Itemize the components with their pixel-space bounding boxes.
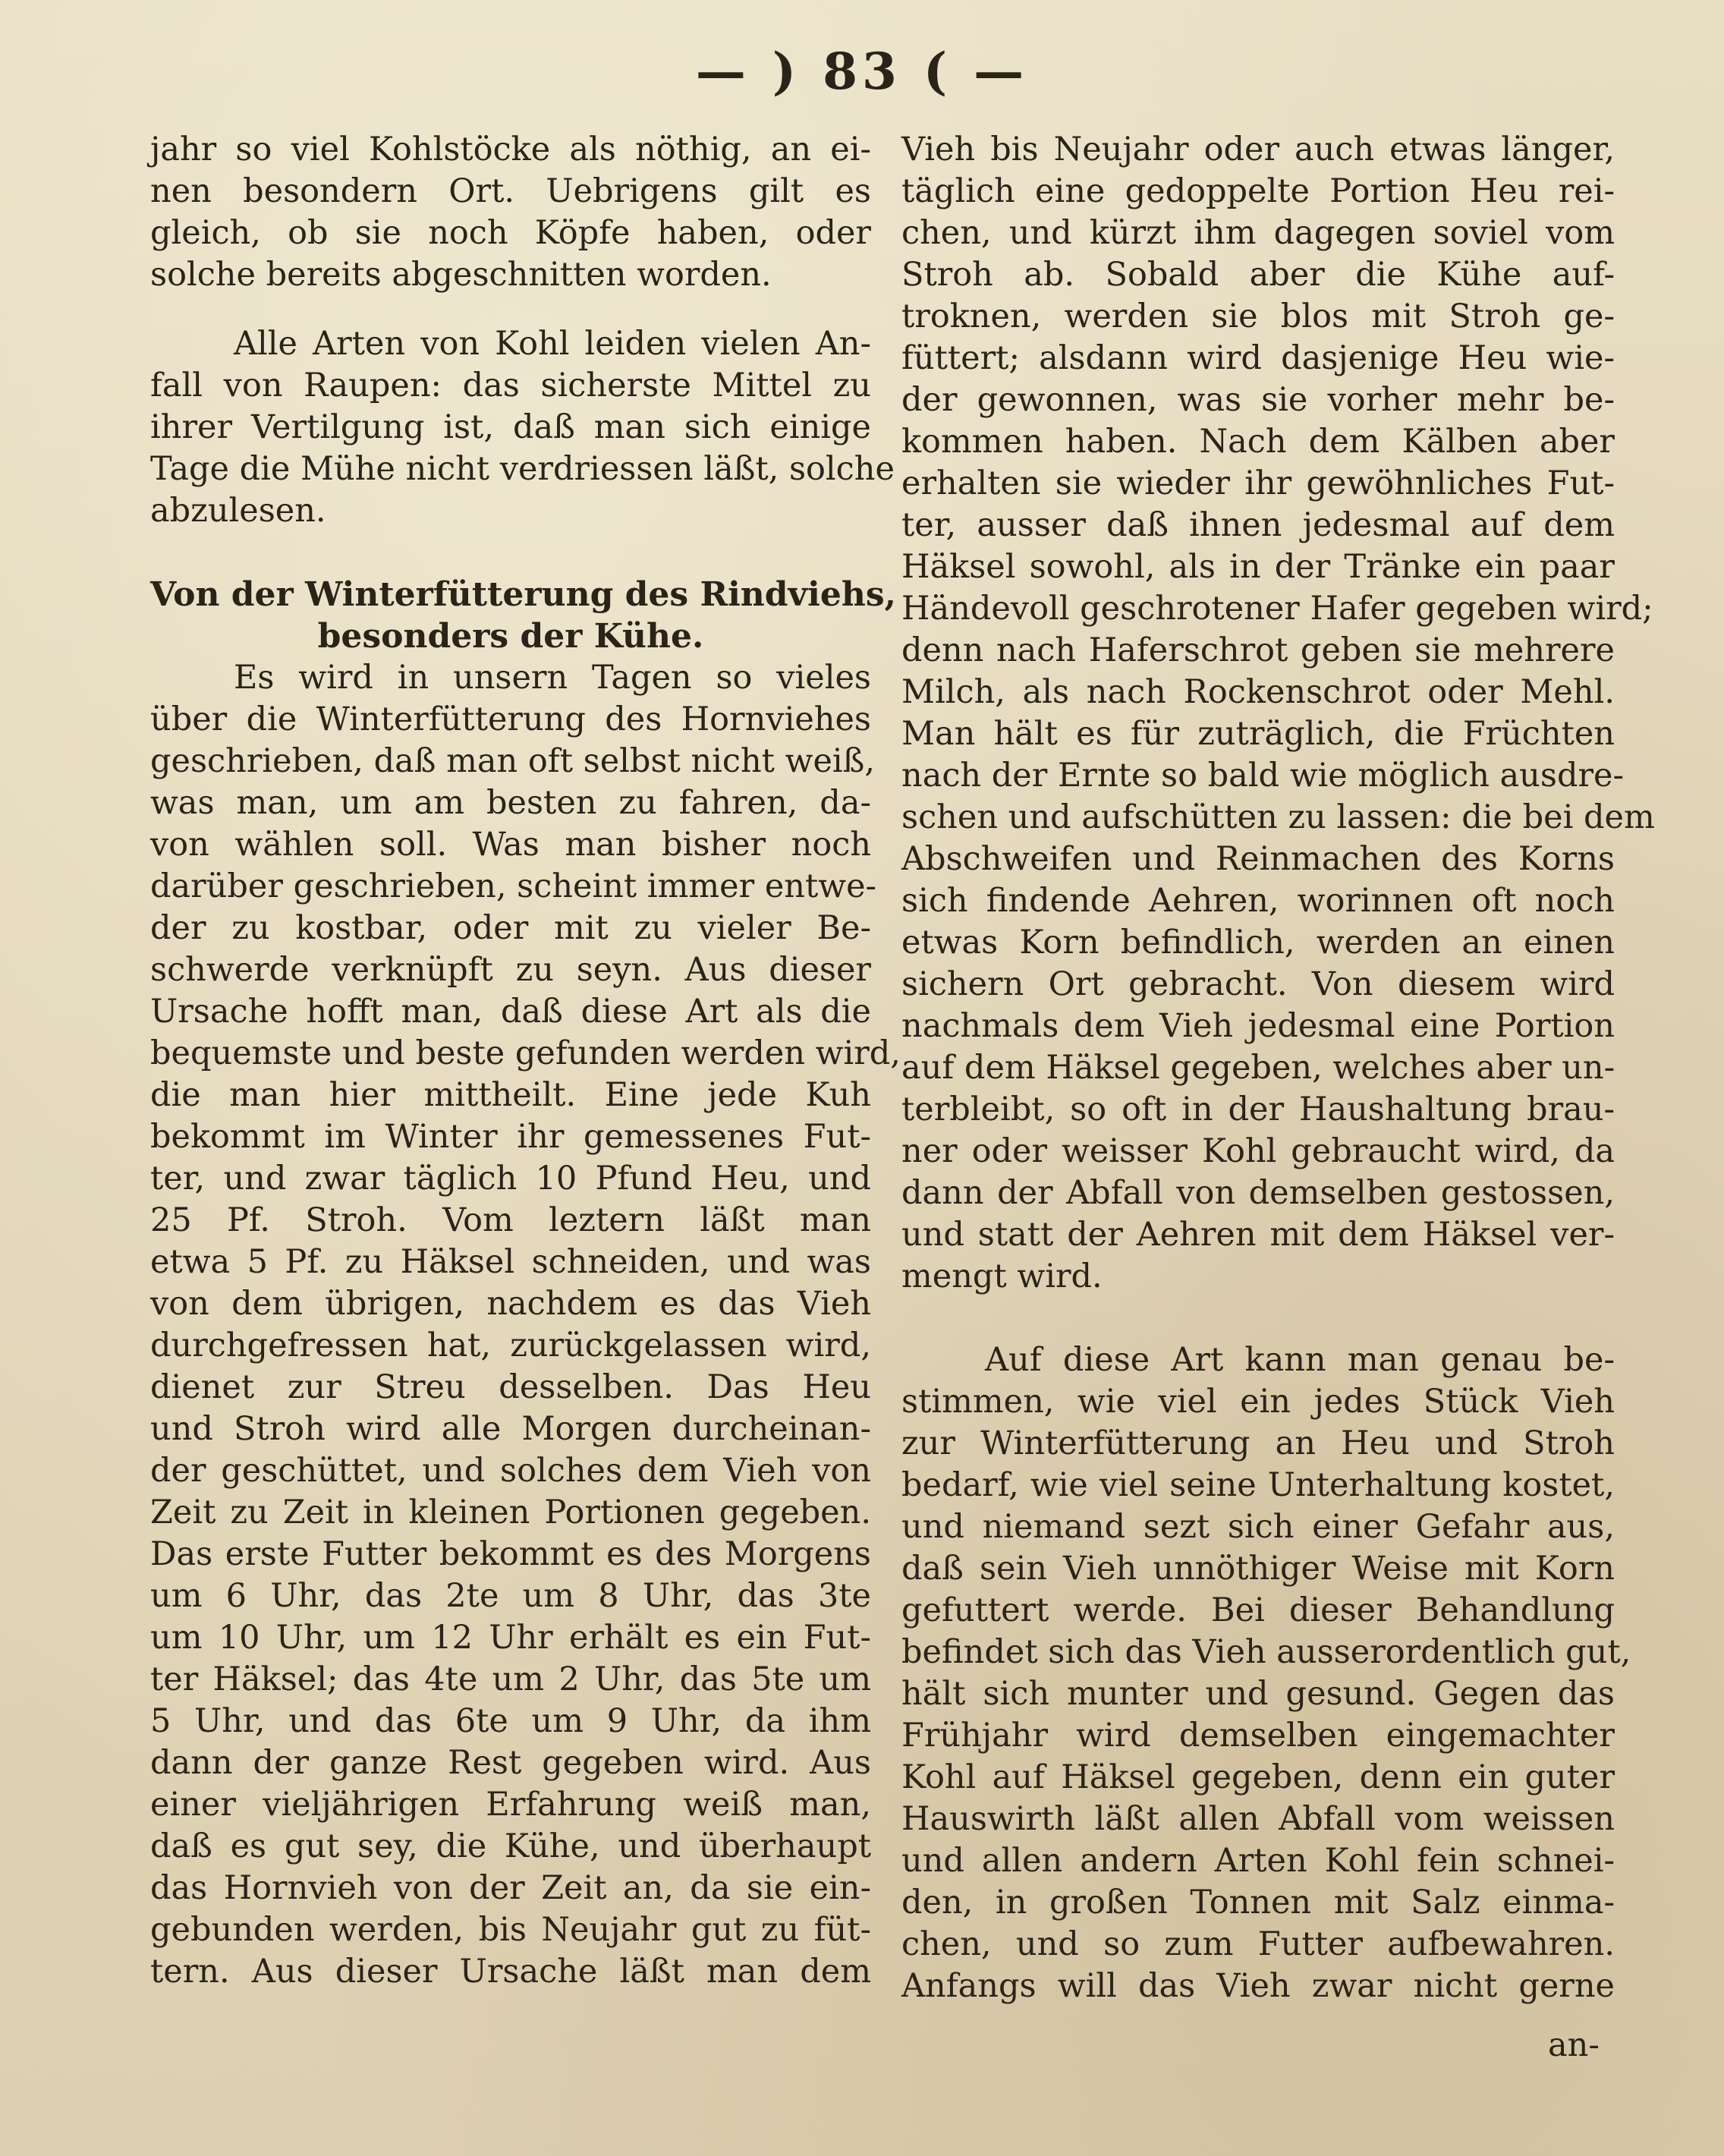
- text-line: etwa 5 Pf. zu Häksel schneiden, und was: [150, 1243, 871, 1281]
- text-line: chen, und so zum Futter aufbewahren.: [901, 1925, 1615, 1963]
- text-line: und niemand sezt sich einer Gefahr aus,: [901, 1508, 1615, 1546]
- text-line: schwerde verknüpft zu seyn. Aus dieser: [150, 951, 871, 989]
- text-line: ter Häksel; das 4te um 2 Uhr, das 5te um: [150, 1660, 871, 1698]
- text-line: der gewonnen, was sie vorher mehr be-: [901, 381, 1615, 419]
- text-line: denn nach Haferschrot geben sie mehrere: [901, 631, 1615, 669]
- text-line: Milch, als nach Rockenschrot oder Mehl.: [901, 673, 1615, 711]
- text-line: um 6 Uhr, das 2te um 8 Uhr, das 3te: [150, 1577, 871, 1615]
- right-column: [901, 129, 1655, 2007]
- text-line: daß es gut sey, die Kühe, und überhaupt: [150, 1827, 871, 1865]
- text-line: die man hier mittheilt. Eine jede Kuh: [150, 1076, 871, 1114]
- text-line: Auf diese Art kann man genau be-: [985, 1341, 1615, 1379]
- text-line: von wählen soll. Was man bisher noch: [150, 826, 871, 864]
- text-line: und Stroh wird alle Morgen durcheinan-: [150, 1410, 871, 1448]
- text-line: zur Winterfütterung an Heu und Stroh: [901, 1424, 1615, 1462]
- text-line: über die Winterfütterung des Hornviehes: [150, 700, 871, 738]
- text-line: schen und aufschütten zu lassen: die bei dem: [901, 798, 1655, 836]
- text-line: Häksel sowohl, als in der Tränke ein paar: [901, 548, 1615, 586]
- text-line: ner oder weisser Kohl gebraucht wird, da: [901, 1132, 1615, 1170]
- text-line: Vieh bis Neujahr oder auch etwas länger,: [901, 131, 1615, 168]
- text-line: Frühjahr wird demselben eingemachter: [901, 1717, 1615, 1755]
- text-line: bequemste und beste gefunden werden wird,: [150, 1034, 901, 1072]
- text-line: mengt wird.: [901, 1257, 1103, 1295]
- text-line: terbleibt, so oft in der Haushaltung brau-: [901, 1091, 1615, 1128]
- text-line: Tage die Mühe nicht verdriessen läßt, solche: [150, 450, 895, 488]
- text-line: Anfangs will das Vieh zwar nicht gerne: [901, 1967, 1615, 2005]
- text-line: ter, ausser daß ihnen jedesmal auf dem: [901, 506, 1615, 544]
- text-line: der zu kostbar, oder mit zu vieler Be-: [150, 909, 871, 947]
- text-line: abzulesen.: [150, 492, 326, 530]
- text-line: troknen, werden sie blos mit Stroh ge-: [901, 297, 1615, 335]
- text-line: auf dem Häksel gegeben, welches aber un-: [901, 1049, 1615, 1087]
- text-line: nach der Ernte so bald wie möglich ausdre-: [901, 757, 1625, 795]
- text-line: erhalten sie wieder ihr gewöhnliches Fut-: [901, 464, 1615, 502]
- text-line: befindet sich das Vieh ausserordentlich gut,: [901, 1633, 1631, 1671]
- text-line: ihrer Vertilgung ist, daß man sich einige: [150, 408, 871, 446]
- text-line: was man, um am besten zu fahren, da-: [150, 784, 871, 822]
- text-line: fall von Raupen: das sicherste Mittel zu: [150, 367, 871, 404]
- catchword: an-: [1548, 2026, 1600, 2064]
- text-line: etwas Korn befindlich, werden an einen: [901, 924, 1615, 962]
- paragraph: [150, 129, 871, 296]
- text-line: Man hält es für zuträglich, die Früchten: [901, 715, 1615, 753]
- paragraph: [150, 657, 901, 1993]
- text-line: Händevoll geschrotener Hafer gegeben wird;: [901, 590, 1653, 628]
- text-line: Stroh ab. Sobald aber die Kühe auf-: [901, 256, 1615, 294]
- text-line: und allen andern Arten Kohl fein schnei-: [901, 1842, 1615, 1880]
- text-line: dann der Abfall von demselben gestossen,: [901, 1174, 1615, 1212]
- paragraph: [150, 323, 895, 532]
- text-line: tern. Aus dieser Ursache läßt man dem: [150, 1953, 871, 1991]
- section-heading: besonders der Kühe.: [317, 617, 704, 656]
- text-line: von dem übrigen, nachdem es das Vieh: [150, 1285, 871, 1323]
- text-line: chen, und kürzt ihm dagegen soviel vom: [901, 214, 1615, 252]
- text-line: Ursache hofft man, daß diese Art als die: [150, 993, 871, 1031]
- text-line: füttert; alsdann wird dasjenige Heu wie-: [901, 339, 1615, 377]
- text-line: solche bereits abgeschnitten worden.: [150, 256, 772, 294]
- text-line: sich findende Aehren, worinnen oft noch: [901, 882, 1615, 920]
- text-line: und statt der Aehren mit dem Häksel ver-: [901, 1216, 1615, 1254]
- text-line: ter, und zwar täglich 10 Pfund Heu, und: [150, 1160, 871, 1198]
- text-line: den, in großen Tonnen mit Salz einma-: [901, 1884, 1615, 1922]
- text-line: einer vieljährigen Erfahrung weiß man,: [150, 1786, 871, 1824]
- text-line: gefuttert werde. Bei dieser Behandlung: [901, 1591, 1615, 1629]
- text-line: dann der ganze Rest gegeben wird. Aus: [150, 1744, 871, 1782]
- text-line: jahr so viel Kohlstöcke als nöthig, an ei-: [150, 131, 871, 168]
- text-line: hält sich munter und gesund. Gegen das: [901, 1675, 1615, 1713]
- text-line: Hauswirth läßt allen Abfall vom weissen: [901, 1800, 1615, 1838]
- text-line: dienet zur Streu desselben. Das Heu: [150, 1368, 871, 1406]
- text-line: Es wird in unsern Tagen so vieles: [234, 659, 871, 697]
- page-number: — ) 83 ( —: [695, 42, 1029, 101]
- text-line: bedarf, wie viel seine Unterhaltung kostet,: [901, 1466, 1615, 1504]
- paragraph: [901, 129, 1655, 1298]
- text-line: nen besondern Ort. Uebrigens gilt es: [150, 172, 871, 210]
- text-line: stimmen, wie viel ein jedes Stück Vieh: [901, 1383, 1615, 1421]
- text-line: sichern Ort gebracht. Von diesem wird: [901, 965, 1615, 1003]
- text-line: daß sein Vieh unnöthiger Weise mit Korn: [901, 1550, 1615, 1588]
- text-line: nachmals dem Vieh jedesmal eine Portion: [901, 1007, 1615, 1045]
- text-line: durchgefressen hat, zurückgelassen wird,: [150, 1327, 871, 1364]
- text-line: Kohl auf Häksel gegeben, denn ein guter: [901, 1758, 1615, 1796]
- text-line: Abschweifen und Reinmachen des Korns: [901, 840, 1615, 878]
- left-column: [150, 129, 901, 1993]
- text-line: Zeit zu Zeit in kleinen Portionen gegeben.: [150, 1493, 871, 1531]
- text-line: der geschüttet, und solches dem Vieh von: [150, 1452, 871, 1490]
- text-line: kommen haben. Nach dem Kälben aber: [901, 423, 1615, 461]
- text-line: Alle Arten von Kohl leiden vielen An-: [234, 325, 871, 363]
- text-line: gleich, ob sie noch Köpfe haben, oder: [150, 214, 871, 252]
- paragraph: [901, 1339, 1631, 2007]
- text-line: gebunden werden, bis Neujahr gut zu füt-: [150, 1911, 871, 1949]
- text-line: täglich eine gedoppelte Portion Heu rei-: [901, 172, 1615, 210]
- text-line: Das erste Futter bekommt es des Morgens: [150, 1535, 871, 1573]
- text-line: 25 Pf. Stroh. Vom leztern läßt man: [150, 1201, 871, 1239]
- text-line: geschrieben, daß man oft selbst nicht weiß,: [150, 742, 876, 780]
- section-heading: Von der Winterfütterung des Rindviehs,: [150, 575, 896, 614]
- text-line: das Hornvieh von der Zeit an, da sie ein-: [150, 1869, 871, 1907]
- text-line: bekommt im Winter ihr gemessenes Fut-: [150, 1118, 871, 1156]
- text-line: darüber geschrieben, scheint immer entwe-: [150, 867, 877, 905]
- text-line: um 10 Uhr, um 12 Uhr erhält es ein Fut-: [150, 1619, 871, 1657]
- text-line: 5 Uhr, und das 6te um 9 Uhr, da ihm: [150, 1702, 871, 1740]
